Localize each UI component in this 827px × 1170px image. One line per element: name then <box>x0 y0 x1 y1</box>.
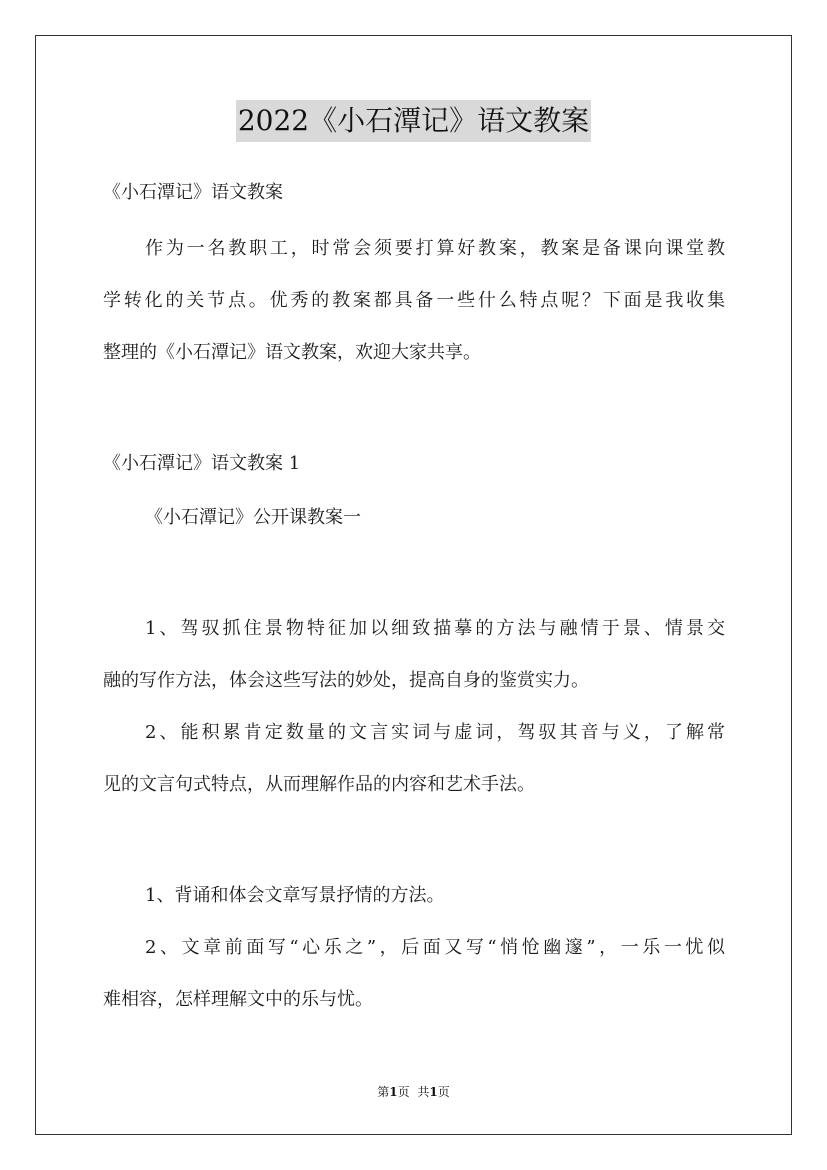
footer-prefix: 第 <box>377 1085 390 1099</box>
goal-line-2: 融的写作方法，体会这些写法的妙处，提高自身的鉴赏实力。 <box>103 670 589 691</box>
footer-page-unit: 页 <box>397 1085 410 1099</box>
intro-line-3: 整理的《小石潭记》语文教案，欢迎大家共享。 <box>103 342 481 363</box>
goal-line-3: 2、能积累肯定数量的文言实词与虚词，驾驭其音与义，了解常 <box>145 722 725 743</box>
footer-total-pages: 1 <box>429 1085 438 1099</box>
section-heading: 《小石潭记》语文教案 1 <box>103 453 301 474</box>
footer-total-unit: 页 <box>437 1085 450 1099</box>
title-container <box>0 100 827 142</box>
key-point-line-3: 难相容，怎样理解文中的乐与忧。 <box>103 989 373 1010</box>
goal-line-4: 见的文言句式特点，从而理解作品的内容和艺术手法。 <box>103 774 535 795</box>
key-point-line-1: 1、背诵和体会文章写景抒情的方法。 <box>145 885 445 906</box>
lesson-title: 《小石潭记》公开课教案一 <box>145 507 361 528</box>
document-title: 2022《小石潭记》语文教案 <box>236 100 591 142</box>
key-point-line-2: 2、文章前面写“心乐之”，后面又写“悄怆幽邃”，一乐一忧似 <box>145 937 725 958</box>
footer-page-number: 1 <box>389 1085 398 1099</box>
page-footer <box>0 1084 827 1100</box>
intro-line-2: 学转化的关节点。优秀的教案都具备一些什么特点呢？下面是我收集 <box>103 290 725 311</box>
goal-line-1: 1、驾驭抓住景物特征加以细致描摹的方法与融情于景、情景交 <box>145 618 725 639</box>
document-subtitle: 《小石潭记》语文教案 <box>103 182 283 203</box>
intro-line-1: 作为一名教职工，时常会须要打算好教案，教案是备课向课堂教 <box>145 238 725 259</box>
footer-total-prefix: 共 <box>417 1085 430 1099</box>
